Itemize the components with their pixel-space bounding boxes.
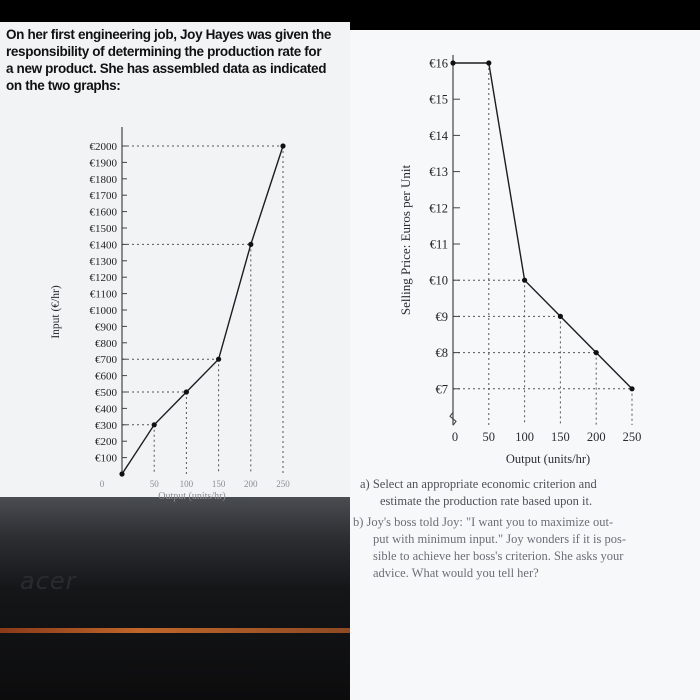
y-tick-label: €1400 (89, 239, 117, 252)
x-tick-label: 200 (586, 430, 606, 444)
guide-lines (453, 63, 632, 425)
y-tick-label: €1300 (89, 255, 117, 268)
question-a (360, 476, 698, 510)
y-tick-label: €500 (95, 386, 117, 399)
question-line: b) Joy's boss told Joy: "I want you to maximize out- (353, 515, 614, 529)
y-tick-label: €1000 (89, 304, 117, 317)
y-axis-label: Selling Price: Euros per Unit (398, 164, 413, 316)
axes (450, 55, 456, 425)
y-tick-label: €13 (429, 165, 448, 180)
y-tick-label: €1900 (89, 157, 117, 170)
laptop-brand-logo: acer (20, 567, 77, 595)
y-tick-label: €1200 (89, 272, 117, 285)
question-line: a) Select an appropriate economic criterion and (360, 477, 597, 491)
question-line: advice. What would you tell her? (373, 566, 539, 580)
y-tick-label: €1100 (89, 288, 117, 301)
y-tick-label: €2000 (89, 140, 117, 153)
x-ticks (452, 430, 642, 444)
y-ticks (429, 57, 460, 397)
x-tick-label: 100 (515, 430, 534, 444)
y-tick-label: €800 (95, 337, 117, 350)
problem-line: on the two graphs: (6, 78, 121, 93)
y-tick-label: €15 (429, 92, 448, 107)
y-tick-label: €11 (429, 237, 448, 252)
y-axis-label: Input (€/hr) (50, 285, 62, 339)
x-tick-label: 0 (451, 430, 459, 444)
y-tick-label: €700 (95, 354, 117, 367)
data-point (594, 350, 599, 355)
x-tick-label: 50 (482, 430, 496, 444)
y-tick-label: €600 (95, 370, 117, 383)
y-tick-label: €7 (435, 382, 448, 397)
data-point (629, 386, 634, 391)
question-line: put with minimum input." Joy wonders if it is pos- (373, 532, 627, 546)
x-tick-label: 150 (551, 430, 570, 444)
x-tick-label: 100 (179, 479, 194, 489)
y-tick-label: €12 (429, 201, 448, 216)
data-point (522, 278, 527, 283)
data-series (450, 60, 634, 391)
x-tick-label: 200 (244, 479, 258, 489)
y-tick-label: €9 (435, 309, 448, 324)
question-b (353, 514, 698, 582)
y-tick-label: €16 (429, 56, 448, 71)
x-tick-label: 50 (149, 479, 159, 489)
x-tick-label: 150 (211, 479, 226, 489)
y-tick-label: €900 (95, 321, 117, 334)
y-tick-label: €1600 (89, 206, 117, 219)
x-axis-label: Output (units/hr) (505, 452, 591, 466)
y-tick-label: €100 (95, 452, 117, 465)
data-point (558, 314, 563, 319)
x-tick-label: 250 (276, 479, 290, 489)
y-tick-label: €1800 (89, 173, 117, 186)
y-tick-label: €1500 (89, 222, 117, 235)
x-axis-label: Output (units/hr) (158, 491, 226, 502)
y-tick-label: €10 (429, 273, 448, 288)
problem-line: On her first engineering job, Joy Hayes was given the (6, 27, 332, 42)
question-line: sible to achieve her boss's criterion. She asks your (373, 549, 624, 563)
y-tick-label: €8 (435, 346, 448, 361)
y-tick-label: €300 (95, 419, 117, 432)
x-tick-label: 0 (99, 479, 105, 489)
series-line (453, 63, 632, 389)
y-tick-label: €400 (95, 403, 117, 416)
data-point (486, 60, 491, 65)
y-tick-label: €1700 (89, 190, 117, 203)
y-tick-label: €200 (95, 436, 117, 449)
x-tick-label: 250 (622, 430, 642, 444)
problem-line: a new product. She has assembled data as indicated (6, 61, 327, 76)
problem-line: responsibility of determining the production rate for (6, 44, 322, 59)
data-point (450, 60, 455, 65)
y-tick-label: €14 (429, 128, 448, 143)
question-line: estimate the production rate based upon it. (380, 494, 593, 508)
